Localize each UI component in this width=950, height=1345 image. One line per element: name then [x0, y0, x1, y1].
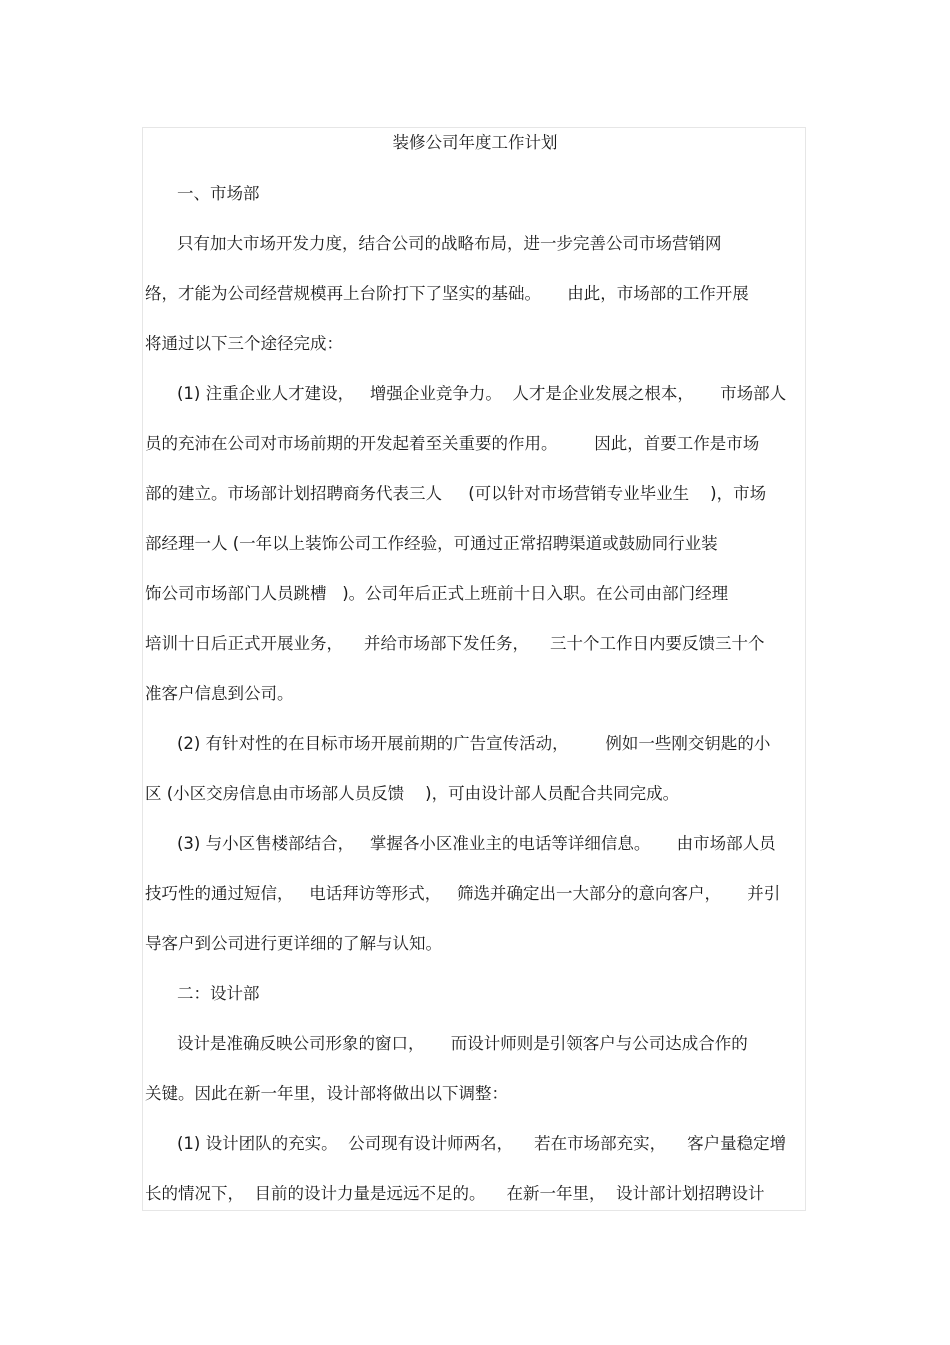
paragraph-line: 员的充沛在公司对市场前期的开发起着至关重要的作用。 因此，首要工作是市场 — [145, 434, 760, 453]
paragraph-line: 只有加大市场开发力度，结合公司的战略布局，进一步完善公司市场营销网 — [177, 234, 722, 253]
paragraph-line: (1) 注重企业人才建设， 增强企业竞争力。 人才是企业发展之根本， 市场部人 — [177, 384, 787, 403]
paragraph-line: 准客户信息到公司。 — [145, 684, 294, 703]
document-title: 装修公司年度工作计划 — [392, 133, 558, 152]
section-heading-market: 一、市场部 — [177, 184, 260, 203]
paragraph-line: (3) 与小区售楼部结合， 掌握各小区准业主的电话等详细信息。 由市场部人员 — [177, 834, 776, 853]
paragraph-line: 关键。因此在新一年里，设计部将做出以下调整： — [145, 1084, 508, 1103]
paragraph-line: 部的建立。市场部计划招聘商务代表三人 (可以针对市场营销专业毕业生 )，市场 — [145, 484, 767, 503]
paragraph-line: 区 (小区交房信息由市场部人员反馈 )，可由设计部人员配合共同完成。 — [145, 784, 680, 803]
section-heading-design: 二：设计部 — [177, 984, 260, 1003]
paragraph-line: (1) 设计团队的充实。 公司现有设计师两名， 若在市场部充实， 客户量稳定增 — [177, 1134, 787, 1153]
paragraph-line: 络，才能为公司经营规模再上台阶打下了坚实的基础。 由此，市场部的工作开展 — [145, 284, 749, 303]
paragraph-line: 导客户到公司进行更详细的了解与认知。 — [145, 934, 442, 953]
paragraph-line: 技巧性的通过短信， 电话拜访等形式， 筛选并确定出一大部分的意向客户， 并引 — [145, 884, 781, 903]
paragraph-line: 设计是准确反映公司形象的窗口， 而设计师则是引领客户与公司达成合作的 — [177, 1034, 748, 1053]
paragraph-line: 饰公司市场部门人员跳槽 )。公司年后正式上班前十日入职。在公司由部门经理 — [145, 584, 729, 603]
paragraph-line: 部经理一人 (一年以上装饰公司工作经验，可通过正常招聘渠道或鼓励同行业装 — [145, 534, 718, 553]
paragraph-line: 长的情况下， 目前的设计力量是远远不足的。 在新一年里， 设计部计划招聘设计 — [145, 1184, 765, 1203]
paragraph-line: (2) 有针对性的在目标市场开展前期的广告宣传活动， 例如一些刚交钥匙的小 — [177, 734, 771, 753]
paragraph-line: 培训十日后正式开展业务， 并给市场部下发任务， 三十个工作日内要反馈三十个 — [145, 634, 765, 653]
paragraph-line: 将通过以下三个途径完成： — [145, 334, 343, 353]
